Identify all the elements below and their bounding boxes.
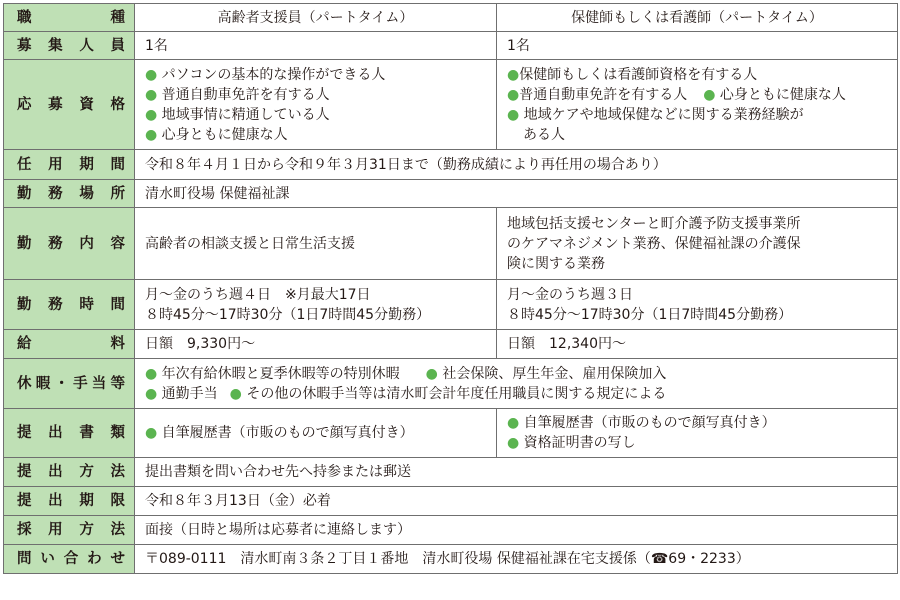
bullet-icon: ● <box>145 385 158 402</box>
label-recruit-count: 募集人員 <box>4 32 135 60</box>
label-hours: 勤務時間 <box>4 280 135 330</box>
label-leave: 休暇・手当等 <box>4 359 135 409</box>
label-deadline: 提出期限 <box>4 487 135 516</box>
label-method: 提出方法 <box>4 458 135 487</box>
label-term: 任用期間 <box>4 150 135 180</box>
label-contact: 問い合わせ <box>4 545 135 574</box>
row-method <box>4 458 898 487</box>
list-item: ● 心身ともに健康な人 <box>145 126 288 143</box>
recruit-count-col2: 1名 <box>497 32 898 60</box>
qualifications-col1 <box>135 60 497 150</box>
row-documents <box>4 409 898 458</box>
contact-text: 〒089-0111 清水町南３条２丁目１番地 清水町役場 保健福祉課在宅支援係（☎69・2233） <box>135 545 898 574</box>
label-qualifications: 応募資格 <box>4 60 135 150</box>
list-item: ●保健師もしくは看護師資格を有する人 <box>507 66 758 83</box>
workplace-text: 清水町役場 保健福祉課 <box>135 180 898 208</box>
row-hours <box>4 280 898 330</box>
bullet-icon: ● <box>145 66 158 83</box>
duties-col2: 地域包括支援センターと町介護予防支援事業所 のケアマネジメント業務、保健福祉課の介護保 険に関する業務 <box>497 208 898 280</box>
list-item: ● 資格証明書の写し <box>507 435 636 451</box>
hours-col1: 月～金のうち週４日 ※月最大17日 ８時45分～17時30分（1日7時間45分勤務） <box>135 280 497 330</box>
bullet-icon: ● <box>145 126 158 143</box>
row-selection <box>4 516 898 545</box>
list-item: ● 通勤手当 ● その他の休暇手当等は清水町会計年度任用職員に関する規定による <box>145 385 667 402</box>
duties-col1: 高齢者の相談支援と日常生活支援 <box>135 208 497 280</box>
salary-col1: 日額 9,330円～ <box>135 330 497 359</box>
bullet-icon: ● <box>703 86 716 103</box>
bullet-icon: ● <box>507 86 520 103</box>
documents-col2 <box>497 409 898 458</box>
label-duties: 勤務内容 <box>4 208 135 280</box>
row-job-type <box>4 4 898 32</box>
list-item: ● 自筆履歴書（市販のもので顔写真付き） <box>507 415 776 431</box>
bullet-icon: ● <box>145 365 158 382</box>
salary-col2: 日額 12,340円～ <box>497 330 898 359</box>
row-salary <box>4 330 898 359</box>
row-contact <box>4 545 898 574</box>
row-qualifications <box>4 60 898 150</box>
method-text: 提出書類を問い合わせ先へ持参または郵送 <box>135 458 898 487</box>
list-item: ● 年次有給休暇と夏季休暇等の特別休暇 ● 社会保険、厚生年金、雇用保険加入 <box>145 365 667 382</box>
job-title-col1: 高齢者支援員（パートタイム） <box>135 4 497 32</box>
list-item: ● 地域ケアや地域保健などに関する業務経験が <box>507 106 804 123</box>
bullet-icon: ● <box>145 425 158 441</box>
label-workplace: 勤務場所 <box>4 180 135 208</box>
term-text: 令和８年４月１日から令和９年３月31日まで（勤務成績により再任用の場合あり） <box>135 150 898 180</box>
bullet-icon: ● <box>229 385 242 402</box>
selection-text: 面接（日時と場所は応募者に連絡します） <box>135 516 898 545</box>
bullet-icon: ● <box>425 365 438 382</box>
row-workplace <box>4 180 898 208</box>
hours-col2: 月～金のうち週３日 ８時45分～17時30分（1日7時間45分勤務） <box>497 280 898 330</box>
bullet-icon: ● <box>507 415 520 431</box>
leave-text <box>135 359 898 409</box>
bullet-icon: ● <box>145 106 158 123</box>
row-duties <box>4 208 898 280</box>
row-leave <box>4 359 898 409</box>
recruitment-table <box>3 3 898 574</box>
label-job-type: 職 種 <box>4 4 135 32</box>
bullet-icon: ● <box>145 86 158 103</box>
label-salary: 給 料 <box>4 330 135 359</box>
row-deadline <box>4 487 898 516</box>
documents-col1: ● 自筆履歴書（市販のもので顔写真付き） <box>135 409 497 458</box>
row-recruit-count <box>4 32 898 60</box>
list-item: ● 地域事情に精通している人 <box>145 106 330 123</box>
list-item: ●普通自動車免許を有する人 ● 心身ともに健康な人 <box>507 86 846 103</box>
qualifications-col2 <box>497 60 898 150</box>
label-documents: 提出書類 <box>4 409 135 458</box>
bullet-icon: ● <box>507 66 520 83</box>
label-selection: 採用方法 <box>4 516 135 545</box>
list-item-continuation: ある人 <box>523 126 565 143</box>
list-item: ● パソコンの基本的な操作ができる人 <box>145 66 386 83</box>
deadline-text: 令和８年３月13日（金）必着 <box>135 487 898 516</box>
list-item: ● 普通自動車免許を有する人 <box>145 86 330 103</box>
bullet-icon: ● <box>507 435 520 451</box>
bullet-icon: ● <box>507 106 520 123</box>
recruit-count-col1: 1名 <box>135 32 497 60</box>
job-title-col2: 保健師もしくは看護師（パートタイム） <box>497 4 898 32</box>
row-term <box>4 150 898 180</box>
